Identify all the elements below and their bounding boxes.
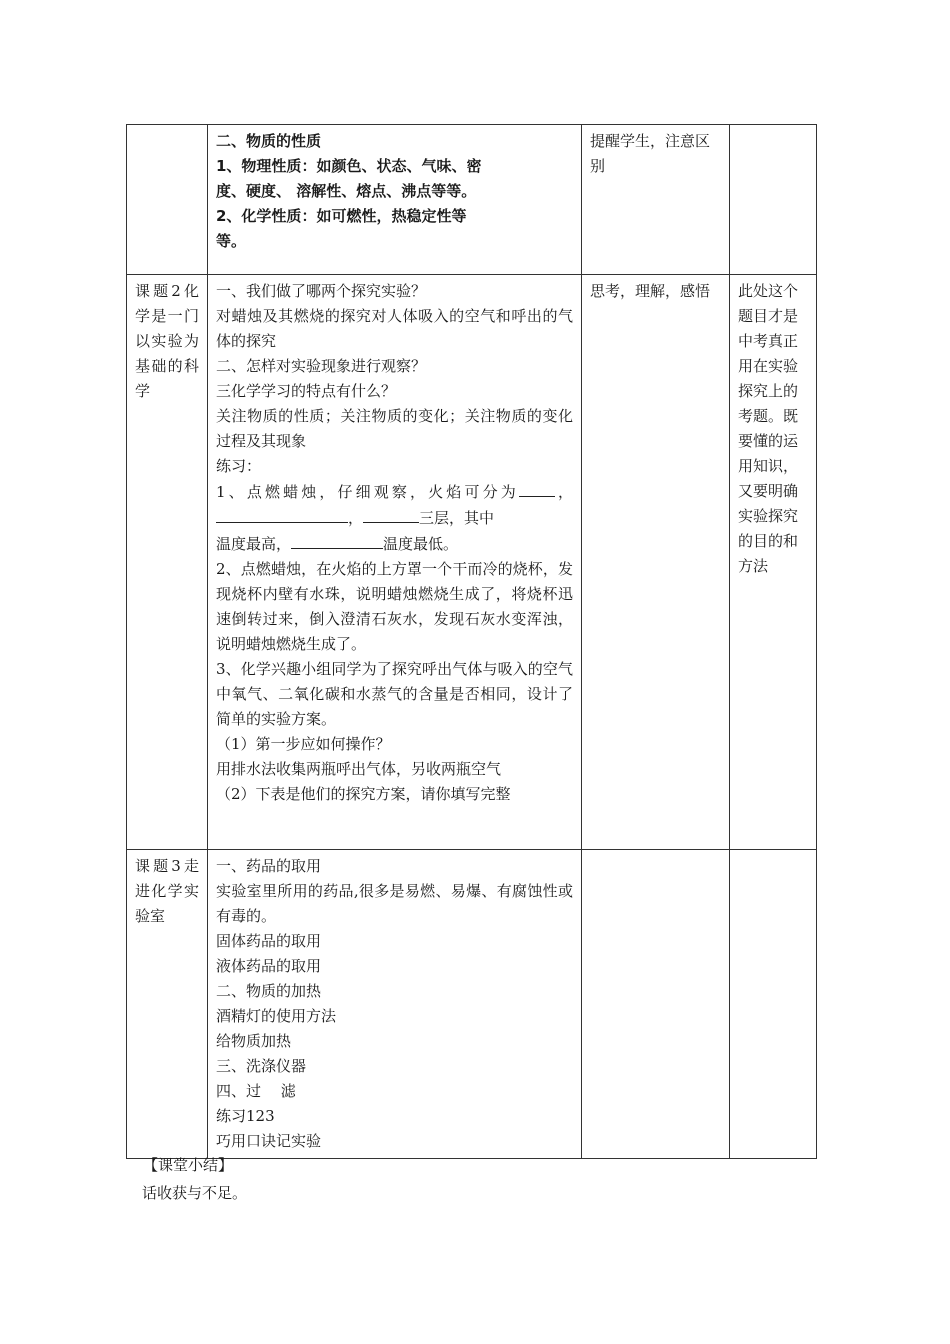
answer-blank[interactable] [216, 505, 348, 523]
question-2: 2、点燃蜡烛，在火焰的上方罩一个干而冷的烧杯，发现烧杯内壁有水珠，说明蜡烛燃烧生成了，将烧杯迅速倒转过来，倒入澄清石灰水，发现石灰水变浑浊，说明蜡烛燃烧生成了。 [216, 560, 573, 653]
content-line: 一、我们做了哪两个探究实验？ [216, 282, 427, 300]
content-line: （2）下表是他们的探究方案，请你填写完整 [216, 785, 511, 803]
lesson-plan-table [126, 124, 817, 1159]
question-text: ， [554, 483, 573, 501]
content-line: 练习： [216, 457, 262, 475]
content-line: 二、怎样对实验现象进行观察？ [216, 357, 427, 375]
content-line: 用排水法收集两瓶呼出气体，另收两瓶空气 [216, 760, 502, 778]
content-line: 二、物质的加热 [216, 982, 322, 1000]
content-line: 等。 [216, 232, 247, 250]
question-text: 1、点燃蜡烛，仔细观察，火焰可分为 [216, 483, 519, 501]
answer-blank[interactable] [291, 531, 383, 549]
content-line: 二、物质的性质 [216, 132, 322, 150]
content-line: 给物质加热 [216, 1032, 292, 1050]
topic-cell: 课题3走进化学实验室 [127, 850, 208, 1159]
table-row [127, 125, 817, 275]
content-line: （1）第一步应如何操作？ [216, 735, 391, 753]
summary-text: 话收获与不足。 [142, 1184, 248, 1202]
question-text: 温度最高， [216, 535, 292, 553]
content-line: 液体药品的取用 [216, 957, 322, 975]
activity-cell: 思考，理解，感悟 [582, 275, 730, 850]
answer-blank[interactable] [519, 479, 555, 497]
answer-blank[interactable] [363, 505, 419, 523]
content-line: 固体药品的取用 [216, 932, 322, 950]
content-line: 1、物理性质：如颜色、状态、气味、密 [216, 157, 482, 175]
content-line: 一、药品的取用 [216, 857, 322, 875]
content-line: 四、过 滤 [216, 1082, 296, 1100]
content-line: 三化学学习的特点有什么？ [216, 382, 397, 400]
question-text: 三层，其中 [419, 509, 495, 527]
content-line: 度、硬度、 溶解性、熔点、沸点等等。 [216, 182, 477, 200]
content-line: 酒精灯的使用方法 [216, 1007, 337, 1025]
question-text: 温度最低。 [383, 535, 459, 553]
question-text: ， [348, 509, 364, 527]
topic-cell [127, 125, 208, 275]
content-line: 关注物质的性质；关注物质的变化；关注物质的变化过程及其现象 [216, 407, 573, 450]
table-row [127, 850, 817, 1159]
table-row [127, 275, 817, 850]
note-cell: 此处这个题目才是中考真正用在实验探究上的考题。既要懂的运用知识，又要明确实验探究的目的和方法 [730, 275, 817, 850]
content-cell [208, 275, 582, 850]
content-line: 练习123 [216, 1107, 275, 1125]
content-line: 对蜡烛及其燃烧的探究对人体吸入的空气和呼出的气体的探究 [216, 307, 573, 350]
content-cell [208, 850, 582, 1159]
question-1 [216, 479, 573, 557]
note-cell [730, 125, 817, 275]
activity-cell [582, 850, 730, 1159]
note-cell [730, 850, 817, 1159]
question-3: 3、化学兴趣小组同学为了探究呼出气体与吸入的空气中氧气、二氧化碳和水蒸气的含量是否相同，设计了简单的实验方案。 [216, 660, 573, 728]
activity-cell: 提醒学生，注意区别 [582, 125, 730, 275]
class-summary [143, 1151, 247, 1207]
summary-title: 【课堂小结】 [143, 1156, 234, 1174]
content-line: 2、化学性质：如可燃性，热稳定性等 [216, 207, 467, 225]
content-cell [208, 125, 582, 275]
content-line: 实验室里所用的药品,很多是易燃、易爆、有腐蚀性或有毒的。 [216, 882, 573, 925]
topic-cell: 课题2化学是一门以实验为基础的科学 [127, 275, 208, 850]
content-line: 巧用口诀记实验 [216, 1132, 322, 1150]
content-line: 三、洗涤仪器 [216, 1057, 307, 1075]
